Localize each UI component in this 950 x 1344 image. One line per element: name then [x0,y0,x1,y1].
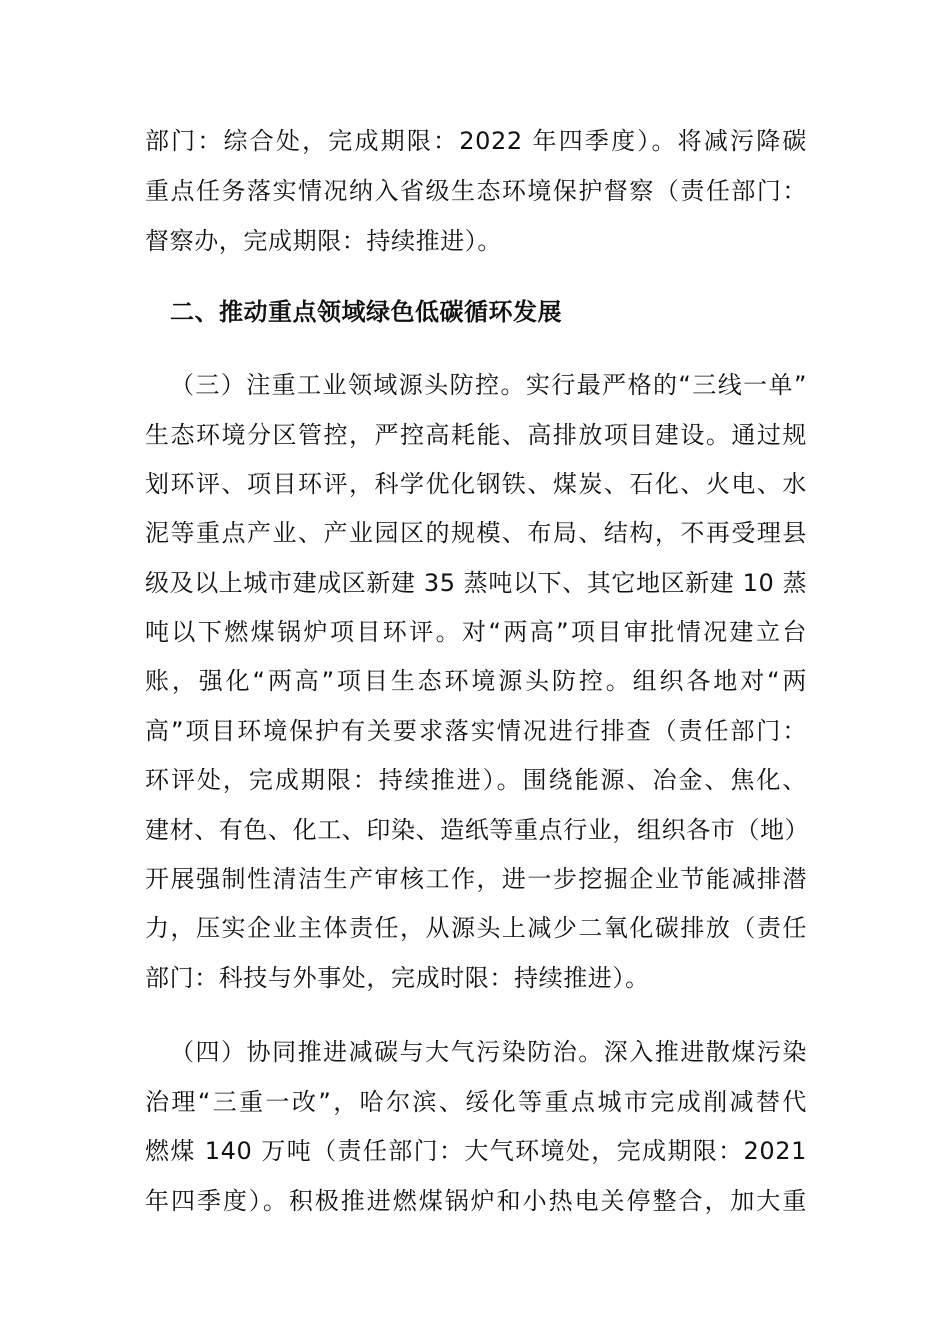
text-line: 级及以上城市建成区新建 35 蒸吨以下、其它地区新建 10 蒸 [145,569,808,597]
text-line: （四）协同推进减碳与大气污染防治。深入推进散煤污染 [170,1038,807,1066]
text-line: 力，压实企业主体责任，从源头上减少二氧化碳排放（责任 [145,914,807,942]
text-line: 部门：科技与外事处，完成时限：持续推进）。 [145,964,650,992]
text-line: 治理“三重一改”，哈尔滨、绥化等重点城市完成削减替代 [145,1088,807,1116]
text-line: 开展强制性清洁生产审核工作，进一步挖掘企业节能减排潜 [145,865,807,893]
text-line: （三）注重工业领域源头防控。实行最严格的“三线一单” [170,371,807,399]
text-line: 燃煤 140 万吨（责任部门：大气环境处，完成期限：2021 [145,1137,807,1165]
text-line: 高”项目环境保护有关要求落实情况进行排查（责任部门： [145,717,807,745]
text-line: 年四季度）。积极推进燃煤锅炉和小热电关停整合，加大重 [145,1187,807,1215]
text-line: 环评处，完成期限：持续推进）。围绕能源、冶金、焦化、 [145,766,807,794]
text-line: 生态环境分区管控，严控高耗能、高排放项目建设。通过规 [145,421,807,449]
text-line: 泥等重点产业、产业园区的规模、布局、结构，不再受理县 [145,519,807,547]
text-line: 重点任务落实情况纳入省级生态环境保护督察（责任部门： [145,177,807,205]
text-line: 建材、有色、化工、印染、造纸等重点行业，组织各市（地） [145,816,810,844]
section-heading: 二、推动重点领域绿色低碳循环发展 [170,298,562,326]
text-line: 吨以下燃煤锅炉项目环评。对“两高”项目审批情况建立台 [145,618,807,646]
text-line: 督察办，完成期限：持续推进）。 [145,227,502,255]
text-line: 部门：综合处，完成期限：2022 年四季度）。将减污降碳 [145,127,807,155]
text-line: 账，强化“两高”项目生态环境源头防控。组织各地对“两 [145,667,807,695]
text-line: 划环评、项目环评，科学优化钢铁、煤炭、石化、火电、水 [145,470,807,498]
